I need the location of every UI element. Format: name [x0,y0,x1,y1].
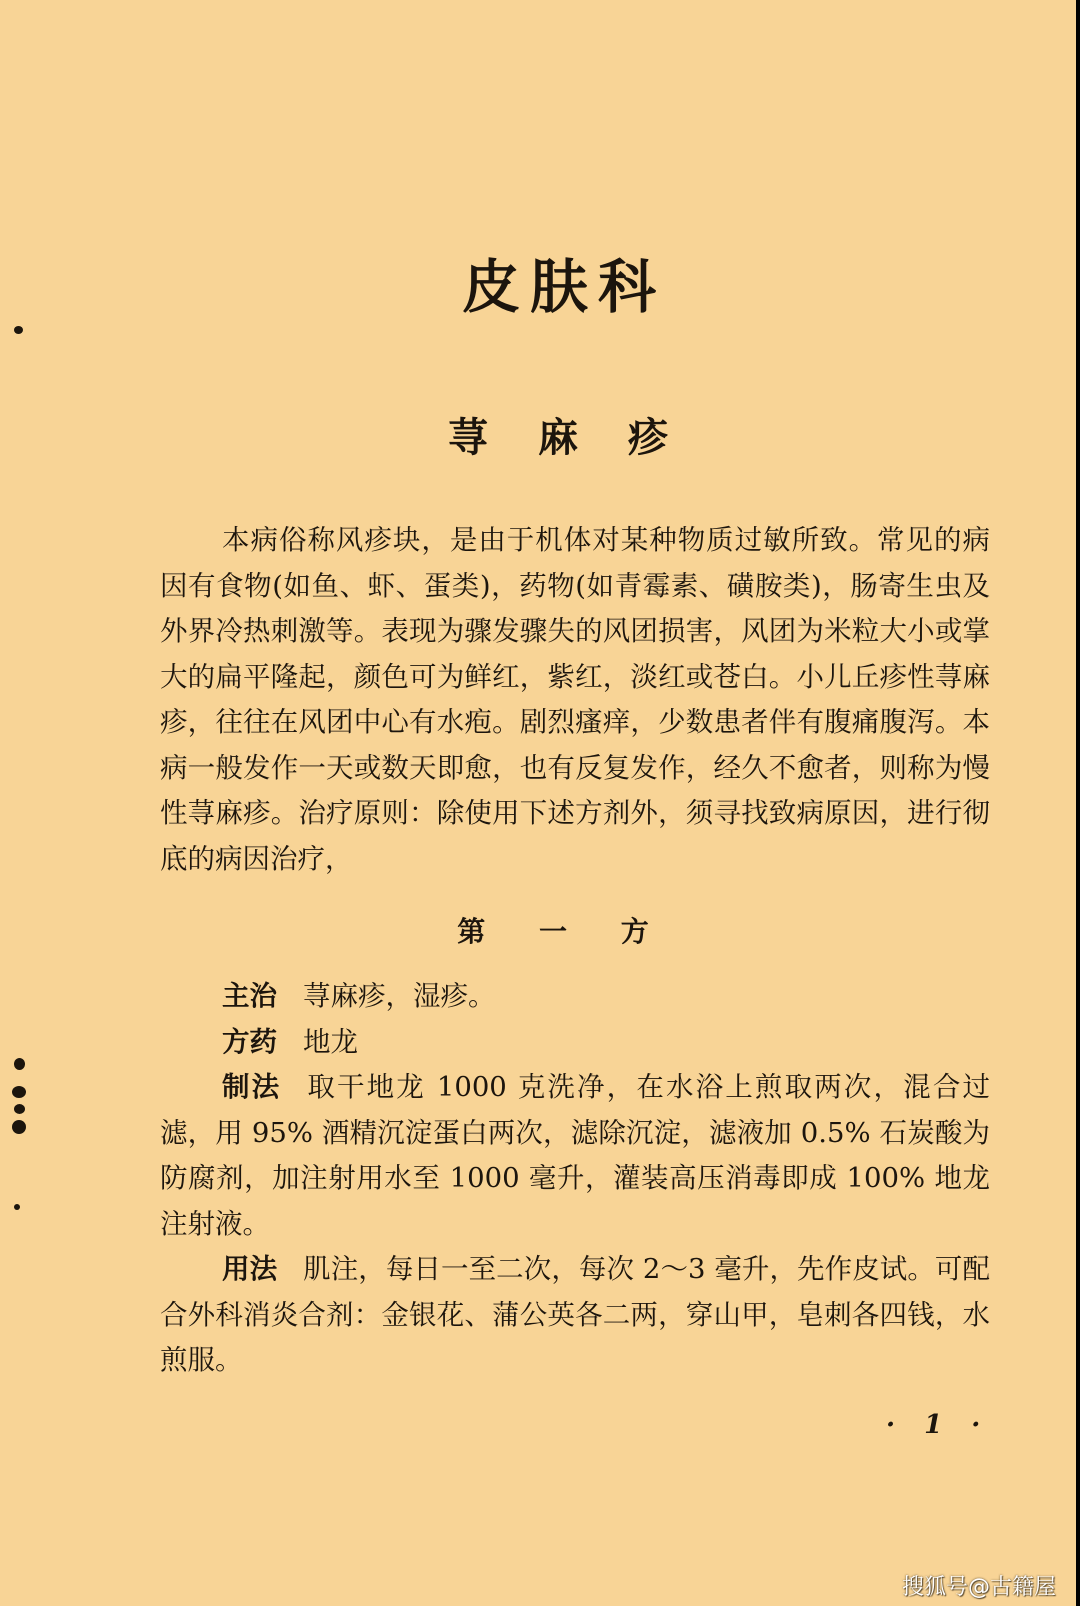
entry-label: 用法 [222,1253,278,1285]
scan-speck [12,1120,26,1134]
entry-preparation [160,1065,990,1247]
entry-label: 方药 [222,1025,277,1058]
chapter-title: 皮肤科 [461,253,666,321]
entry-usage [160,1247,990,1384]
entry-text: 地龙 [303,1025,358,1058]
entry-label: 主治 [222,980,277,1012]
watermark: 搜狐号@古籍屋 [902,1575,1057,1600]
scan-speck [14,1204,20,1210]
entry-text: 荨麻疹，湿疹。 [303,980,496,1012]
section-title: 荨 麻 疹 [448,414,686,461]
scan-speck [12,1086,26,1098]
scan-speck [14,1058,25,1070]
page-number: · 1 · [886,1410,991,1440]
recipe-entries [160,974,990,1384]
entry-indication [160,974,990,1020]
scan-speck [14,1104,25,1114]
scan-speck [14,326,23,334]
entry-text: 肌注，每日一至二次，每次 2～3 毫升，先作皮试。可配合外科消炎合剂：金银花、蒲公英各二两，穿山甲，皂刺各四钱，水煎服。 [160,1253,990,1376]
intro-paragraph: 本病俗称风疹块，是由于机体对某种物质过敏所致。常见的病因有食物(如鱼、虾、蛋类)，药物(如青霉素、磺胺类)，肠寄生虫及外界冷热刺激等。表现为骤发骤失的风团损害，风团为米粒大小或掌大的扁平隆起，颜色可为鲜红，紫红，淡红或苍白。小儿丘疹性荨麻疹，往往在风团中心有水疱。剧烈瘙痒，少数患者伴有腹痛腹泻。本病一般发作一天或数天即愈，也有反复发作，经久不愈者，则称为慢性荨麻疹。治疗原则：除使用下述方剂外，须寻找致病原因，进行彻底的病因治疗， [160,524,990,875]
recipe-title: 第 一 方 [457,915,671,948]
entry-label: 制法 [222,1071,282,1103]
entry-ingredients [160,1020,990,1066]
entry-text: 取干地龙 1000 克洗净，在水浴上煎取两次，混合过滤，用 95% 酒精沉淀蛋白两次，滤除沉淀，滤液加 0.5% 石炭酸为防腐剂，加注射用水至 1000 毫升，灌装高压消毒即成 100% 地龙注射液。 [160,1071,991,1240]
